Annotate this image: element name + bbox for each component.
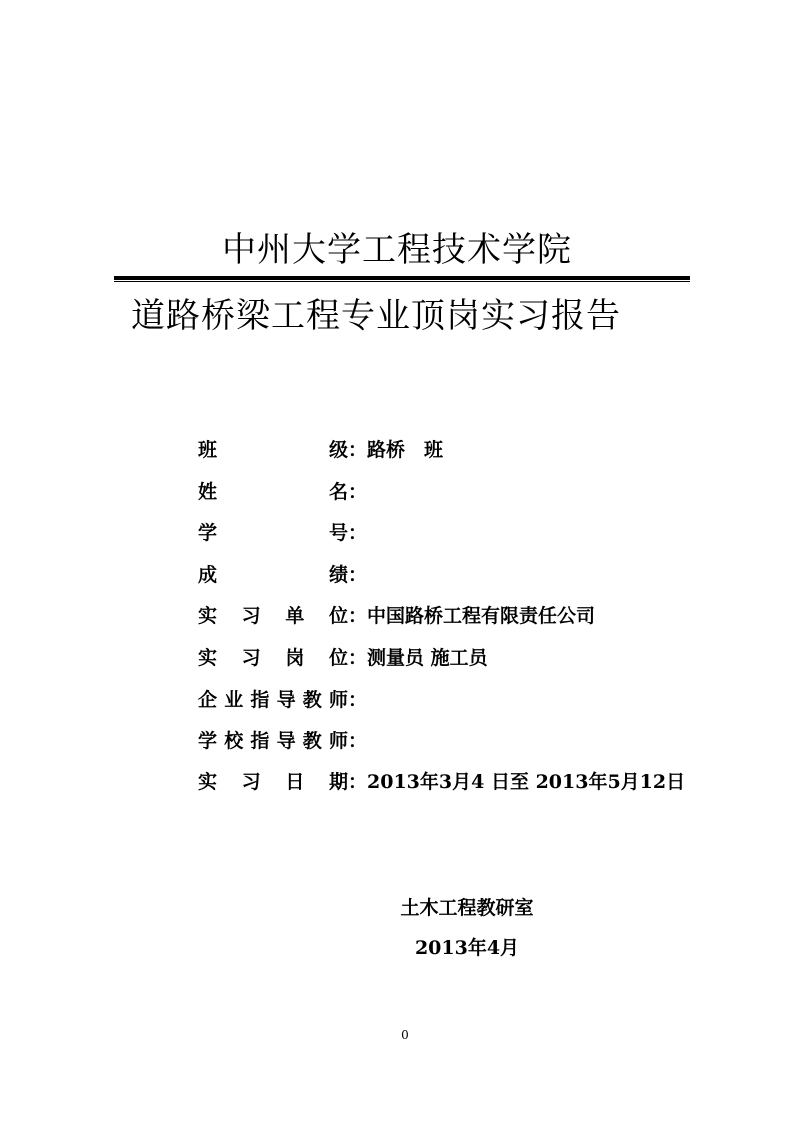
report-date: 2013年4月 [414,937,520,959]
department-name: 土木工程教研室 [400,897,534,919]
field-class [198,435,443,465]
field-student-id-label: 学号 [198,522,348,544]
field-internship-position [198,643,488,673]
field-class-value: 路桥 班 [367,439,444,461]
field-grade [198,560,367,590]
field-name [198,477,367,507]
field-internship-position-colon: ： [348,647,368,669]
report-title: 道路桥梁工程专业顶岗实习报告 [131,296,621,336]
field-student-id-colon: ： [348,522,368,544]
page-number: 0 [401,1028,409,1042]
field-student-id [198,518,367,548]
field-internship-dates-value: 2013年3月4 日至 2013年5月12日 [367,771,686,793]
field-name-label: 姓名 [198,481,348,503]
field-internship-dates-label: 实习日期 [198,771,348,793]
field-internship-position-value: 测量员 施工员 [367,647,488,669]
field-company-advisor-label: 企业指导教师 [198,689,348,711]
field-internship-position-label: 实习岗位 [198,647,348,669]
field-company-advisor [198,685,367,715]
field-school-advisor-label: 学校指导教师 [198,730,348,752]
field-class-label: 班级 [198,439,348,461]
field-internship-company-label: 实习单位 [198,605,348,627]
field-internship-company-colon: ： [348,605,368,627]
title-divider-thick [114,276,690,280]
field-school-advisor [198,726,367,756]
field-internship-dates-colon: ： [348,771,368,793]
field-grade-colon: ： [348,564,368,586]
field-grade-label: 成绩 [198,564,348,586]
field-name-colon: ： [348,481,368,503]
field-company-advisor-colon: ： [348,689,368,711]
field-class-colon: ： [348,439,368,461]
field-school-advisor-colon: ： [348,730,368,752]
field-internship-company [198,601,595,631]
title-divider-thin [114,281,690,282]
school-name: 中州大学工程技术学院 [222,230,572,270]
field-internship-dates [198,767,685,797]
field-internship-company-value: 中国路桥工程有限责任公司 [367,605,596,627]
